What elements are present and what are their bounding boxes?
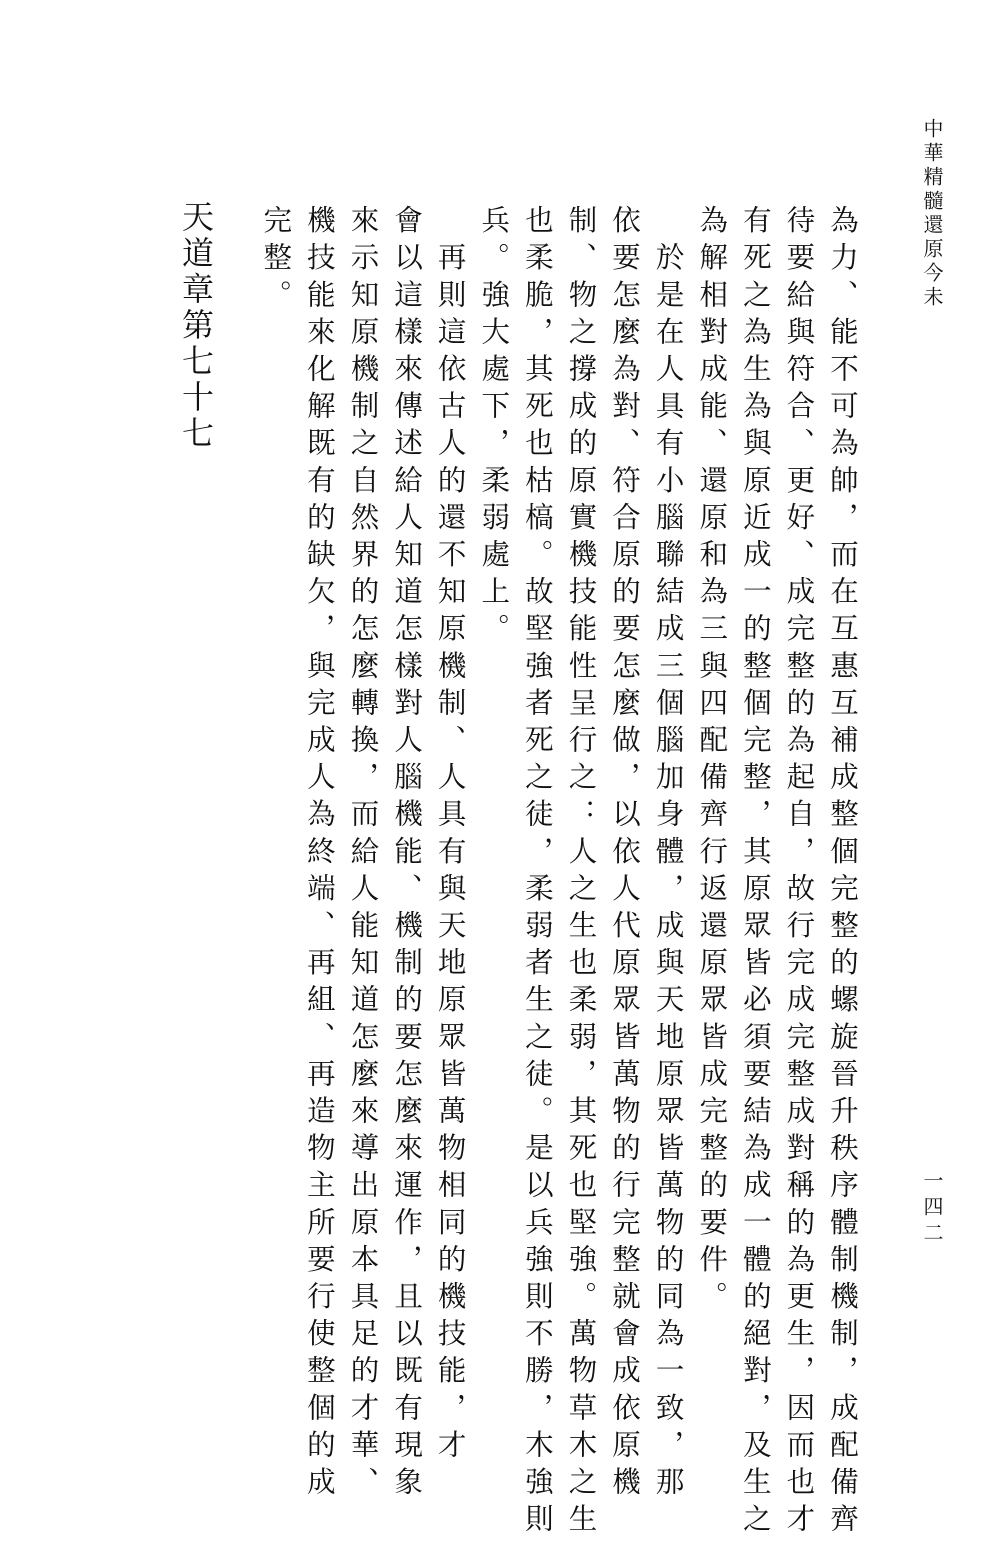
text-column: 再則這依古人的還不知原機制、人具有與天地原眾皆萬物相同的機技能，才: [433, 205, 467, 1467]
text-column: 為解相對成能、還原和為三與四配備齊行返還原眾皆成完整的要件。: [695, 205, 729, 1318]
text-column: 制、物之撐成的原實機技能性呈行之：人之生也柔弱，其死也堅強。萬物草木之生: [564, 205, 598, 1541]
text-column: 為力、能不可為帥，而在互惠互補成整個完整的螺旋晉升秩序體制機制，成配備齊: [826, 205, 859, 1541]
text-column: 完整。: [259, 205, 293, 317]
text-column: 待要給與符合、更好、成完整的為起自，故行完成完整成對稱的為更生，因而也才: [782, 205, 816, 1541]
text-column: 兵。強大處下，柔弱處上。: [477, 205, 511, 651]
text-column: 來示知原機制之自然界的怎麼轉換，而給人能知道怎麼來導出原本具足的才華、: [346, 205, 380, 1504]
text-column: 機技能來化解既有的缺欠，與完成人為終端、再組、再造物主所要行使整個的成: [302, 205, 336, 1504]
text-column: 於是在人具有小腦聯結成三個腦加身體，成與天地原眾皆萬物的同為一致，那: [651, 205, 685, 1504]
text-column: 依要怎麼為對、符合原的要怎麼做，以依人代原眾皆萬物的行完整就會成依原機: [608, 205, 642, 1504]
running-header: 中華精髓還原今未: [920, 118, 944, 310]
text-column: 也柔脆，其死也枯槁。故堅強者死之徒，柔弱者生之徒。是以兵強則不勝，木強則: [520, 205, 554, 1541]
page-number: 一四二: [920, 1170, 944, 1248]
text-column: 有死之為生為與原近成一的整個完整，其原眾皆必須要結為成一體的絕對，及生之: [738, 205, 772, 1541]
chapter-title: 天道章第七十七: [177, 200, 215, 452]
text-column: 會以這樣來傳述給人知道怎樣對人腦機能、機制的要怎麼來運作，且以既有現象: [390, 205, 424, 1504]
body-text: [254, 205, 864, 1541]
